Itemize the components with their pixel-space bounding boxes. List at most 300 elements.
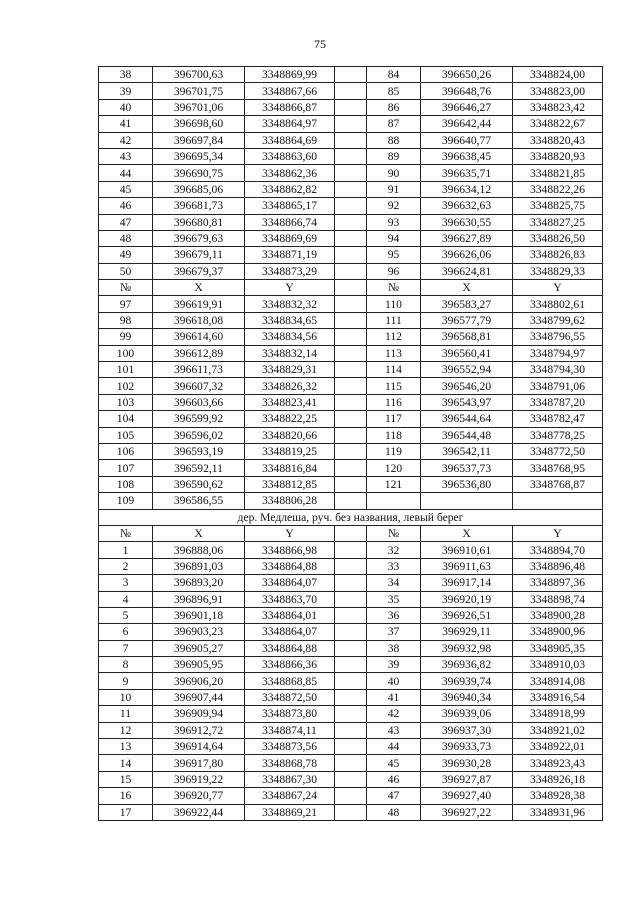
table-row (99, 165, 603, 181)
point-number-cell: 101 (99, 362, 153, 378)
table-row (99, 312, 603, 328)
point-number-cell: 92 (367, 198, 421, 214)
column-header: № (367, 525, 421, 541)
spacer-cell (335, 689, 367, 705)
table-row (99, 624, 603, 640)
point-number-cell: 110 (367, 296, 421, 312)
y-coordinate-cell: 3348787,20 (513, 394, 603, 410)
spacer-cell (335, 591, 367, 607)
table-row (99, 739, 603, 755)
column-header: Y (513, 280, 603, 296)
column-header: X (421, 525, 513, 541)
spacer-cell (335, 739, 367, 755)
spacer-cell (335, 624, 367, 640)
y-coordinate-cell: 3348826,32 (245, 378, 335, 394)
y-coordinate-cell: 3348863,60 (245, 148, 335, 164)
y-coordinate-cell: 3348826,83 (513, 247, 603, 263)
x-coordinate-cell: 396700,63 (153, 67, 245, 83)
x-coordinate-cell: 396920,19 (421, 591, 513, 607)
point-number-cell: 46 (367, 771, 421, 787)
y-coordinate-cell: 3348864,01 (245, 607, 335, 623)
y-coordinate-cell: 3348867,30 (245, 771, 335, 787)
y-coordinate-cell: 3348918,99 (513, 706, 603, 722)
y-coordinate-cell: 3348820,93 (513, 148, 603, 164)
point-number-cell: 91 (367, 181, 421, 197)
x-coordinate-cell: 396911,63 (421, 558, 513, 574)
table-row (99, 345, 603, 361)
spacer-cell (335, 198, 367, 214)
x-coordinate-cell: 396939,06 (421, 706, 513, 722)
point-number-cell: 2 (99, 558, 153, 574)
point-number-cell: 47 (99, 214, 153, 230)
y-coordinate-cell: 3348864,07 (245, 575, 335, 591)
y-coordinate-cell: 3348799,62 (513, 312, 603, 328)
x-coordinate-cell: 396927,40 (421, 788, 513, 804)
x-coordinate-cell: 396650,26 (421, 67, 513, 83)
point-number-cell: 36 (367, 607, 421, 623)
table-row (99, 755, 603, 771)
point-number-cell: 106 (99, 443, 153, 459)
y-coordinate-cell: 3348768,87 (513, 476, 603, 492)
x-coordinate-cell: 396619,91 (153, 296, 245, 312)
point-number-cell: 93 (367, 214, 421, 230)
x-coordinate-cell: 396599,92 (153, 411, 245, 427)
point-number-cell: 39 (99, 83, 153, 99)
x-coordinate-cell: 396640,77 (421, 132, 513, 148)
spacer-cell (335, 296, 367, 312)
y-coordinate-cell: 3348826,50 (513, 230, 603, 246)
y-coordinate-cell: 3348864,88 (245, 640, 335, 656)
y-coordinate-cell: 3348794,30 (513, 362, 603, 378)
point-number-cell: 10 (99, 689, 153, 705)
x-coordinate-cell: 396592,11 (153, 460, 245, 476)
table-row (99, 460, 603, 476)
y-coordinate-cell: 3348905,35 (513, 640, 603, 656)
y-coordinate-cell: 3348898,74 (513, 591, 603, 607)
y-coordinate-cell: 3348819,25 (245, 443, 335, 459)
point-number-cell: 7 (99, 640, 153, 656)
point-number-cell: 12 (99, 722, 153, 738)
y-coordinate-cell: 3348869,99 (245, 67, 335, 83)
point-number-cell: 42 (99, 132, 153, 148)
y-coordinate-cell: 3348823,42 (513, 99, 603, 115)
x-coordinate-cell: 396936,82 (421, 657, 513, 673)
x-coordinate-cell: 396583,27 (421, 296, 513, 312)
spacer-cell (335, 394, 367, 410)
x-coordinate-cell: 396927,87 (421, 771, 513, 787)
y-coordinate-cell: 3348910,03 (513, 657, 603, 673)
point-number-cell: 48 (367, 804, 421, 820)
point-number-cell: 114 (367, 362, 421, 378)
section-row (99, 509, 603, 525)
x-coordinate-cell: 396679,37 (153, 263, 245, 279)
y-coordinate-cell: 3348897,36 (513, 575, 603, 591)
x-coordinate-cell: 396939,74 (421, 673, 513, 689)
x-coordinate-cell: 396927,22 (421, 804, 513, 820)
point-number-cell: 44 (367, 739, 421, 755)
point-number-cell: 102 (99, 378, 153, 394)
x-coordinate-cell: 396920,77 (153, 788, 245, 804)
y-coordinate-cell: 3348862,82 (245, 181, 335, 197)
spacer-cell (335, 280, 367, 296)
y-coordinate-cell: 3348823,00 (513, 83, 603, 99)
y-coordinate-cell: 3348873,56 (245, 739, 335, 755)
point-number-cell: 87 (367, 116, 421, 132)
coordinates-table-body (99, 67, 603, 821)
point-number-cell: 32 (367, 542, 421, 558)
x-coordinate-cell: 396646,27 (421, 99, 513, 115)
spacer-cell (335, 558, 367, 574)
y-coordinate-cell: 3348923,43 (513, 755, 603, 771)
point-number-cell: 120 (367, 460, 421, 476)
table-row (99, 427, 603, 443)
point-number-cell: 33 (367, 558, 421, 574)
x-coordinate-cell: 396906,20 (153, 673, 245, 689)
point-number-cell: 107 (99, 460, 153, 476)
y-coordinate-cell: 3348829,31 (245, 362, 335, 378)
spacer-cell (335, 312, 367, 328)
column-header: X (153, 525, 245, 541)
y-coordinate-cell: 3348822,26 (513, 181, 603, 197)
header-row (99, 280, 603, 296)
spacer-cell (335, 706, 367, 722)
spacer-cell (335, 673, 367, 689)
section-title: дер. Медлеша, руч. без названия, левый берег (99, 509, 603, 525)
y-coordinate-cell: 3348768,95 (513, 460, 603, 476)
point-number-cell: 39 (367, 657, 421, 673)
x-coordinate-cell: 396603,66 (153, 394, 245, 410)
y-coordinate-cell: 3348822,25 (245, 411, 335, 427)
point-number-cell: 95 (367, 247, 421, 263)
x-coordinate-cell: 396618,08 (153, 312, 245, 328)
x-coordinate-cell: 396690,75 (153, 165, 245, 181)
y-coordinate-cell: 3348868,78 (245, 755, 335, 771)
y-coordinate-cell: 3348867,24 (245, 788, 335, 804)
point-number-cell: 38 (367, 640, 421, 656)
x-coordinate-cell: 396536,80 (421, 476, 513, 492)
spacer-cell (335, 804, 367, 820)
x-coordinate-cell: 396627,89 (421, 230, 513, 246)
x-coordinate-cell: 396607,32 (153, 378, 245, 394)
y-coordinate-cell: 3348864,69 (245, 132, 335, 148)
x-coordinate-cell: 396910,61 (421, 542, 513, 558)
spacer-cell (335, 247, 367, 263)
spacer-cell (335, 345, 367, 361)
page-number: 75 (314, 37, 326, 51)
point-number-cell: 45 (367, 755, 421, 771)
y-coordinate-cell: 3348914,08 (513, 673, 603, 689)
x-coordinate-cell: 396624,81 (421, 263, 513, 279)
y-coordinate-cell: 3348874,11 (245, 722, 335, 738)
point-number-cell: 86 (367, 99, 421, 115)
y-coordinate-cell: 3348791,06 (513, 378, 603, 394)
x-coordinate-cell: 396893,20 (153, 575, 245, 591)
x-coordinate-cell: 396919,22 (153, 771, 245, 787)
x-coordinate-cell: 396909,94 (153, 706, 245, 722)
table-row (99, 804, 603, 820)
point-number-cell: 116 (367, 394, 421, 410)
table-row (99, 575, 603, 591)
table-row (99, 722, 603, 738)
y-coordinate-cell: 3348834,65 (245, 312, 335, 328)
y-coordinate-cell: 3348872,50 (245, 689, 335, 705)
column-header: Y (245, 280, 335, 296)
spacer-cell (335, 67, 367, 83)
column-header: № (99, 280, 153, 296)
table-row (99, 214, 603, 230)
y-coordinate-cell: 3348922,01 (513, 739, 603, 755)
x-coordinate-cell: 396544,64 (421, 411, 513, 427)
x-coordinate-cell: 396593,19 (153, 443, 245, 459)
y-coordinate-cell: 3348816,84 (245, 460, 335, 476)
point-number-cell: 109 (99, 493, 153, 509)
column-header: Y (245, 525, 335, 541)
x-coordinate-cell: 396614,60 (153, 329, 245, 345)
x-coordinate-cell: 396546,20 (421, 378, 513, 394)
spacer-cell (335, 263, 367, 279)
header-row (99, 525, 603, 541)
y-coordinate-cell: 3348864,07 (245, 624, 335, 640)
spacer-cell (335, 411, 367, 427)
column-header: X (153, 280, 245, 296)
x-coordinate-cell: 396695,34 (153, 148, 245, 164)
point-number-cell: 14 (99, 755, 153, 771)
point-number-cell: 11 (99, 706, 153, 722)
point-number-cell (367, 493, 421, 509)
point-number-cell: 44 (99, 165, 153, 181)
x-coordinate-cell: 396912,72 (153, 722, 245, 738)
table-row (99, 788, 603, 804)
y-coordinate-cell: 3348796,55 (513, 329, 603, 345)
point-number-cell: 47 (367, 788, 421, 804)
table-row (99, 394, 603, 410)
spacer-cell (335, 525, 367, 541)
point-number-cell: 8 (99, 657, 153, 673)
x-coordinate-cell: 396888,06 (153, 542, 245, 558)
point-number-cell: 118 (367, 427, 421, 443)
table-row (99, 657, 603, 673)
x-coordinate-cell: 396537,73 (421, 460, 513, 476)
point-number-cell: 48 (99, 230, 153, 246)
x-coordinate-cell: 396630,55 (421, 214, 513, 230)
column-header: Y (513, 525, 603, 541)
y-coordinate-cell: 3348865,17 (245, 198, 335, 214)
point-number-cell: 6 (99, 624, 153, 640)
x-coordinate-cell: 396679,11 (153, 247, 245, 263)
column-header: № (367, 280, 421, 296)
spacer-cell (335, 329, 367, 345)
point-number-cell: 16 (99, 788, 153, 804)
y-coordinate-cell: 3348822,67 (513, 116, 603, 132)
table-row (99, 99, 603, 115)
column-header: X (421, 280, 513, 296)
point-number-cell: 40 (367, 673, 421, 689)
spacer-cell (335, 214, 367, 230)
spacer-cell (335, 116, 367, 132)
table-row (99, 329, 603, 345)
point-number-cell: 96 (367, 263, 421, 279)
table-row (99, 132, 603, 148)
x-coordinate-cell: 396552,94 (421, 362, 513, 378)
table-row (99, 67, 603, 83)
y-coordinate-cell: 3348871,19 (245, 247, 335, 263)
x-coordinate-cell: 396929,11 (421, 624, 513, 640)
x-coordinate-cell: 396681,73 (153, 198, 245, 214)
y-coordinate-cell: 3348894,70 (513, 542, 603, 558)
y-coordinate-cell (513, 493, 603, 509)
point-number-cell: 40 (99, 99, 153, 115)
table-row (99, 558, 603, 574)
x-coordinate-cell: 396930,28 (421, 755, 513, 771)
table-row (99, 493, 603, 509)
y-coordinate-cell: 3348873,80 (245, 706, 335, 722)
table-row (99, 542, 603, 558)
table-row (99, 181, 603, 197)
y-coordinate-cell: 3348864,88 (245, 558, 335, 574)
y-coordinate-cell: 3348900,96 (513, 624, 603, 640)
point-number-cell: 85 (367, 83, 421, 99)
table-row (99, 198, 603, 214)
y-coordinate-cell: 3348863,70 (245, 591, 335, 607)
table-row (99, 148, 603, 164)
table-row (99, 476, 603, 492)
x-coordinate-cell: 396907,44 (153, 689, 245, 705)
table-row (99, 378, 603, 394)
table-row (99, 771, 603, 787)
y-coordinate-cell: 3348834,56 (245, 329, 335, 345)
x-coordinate-cell: 396905,27 (153, 640, 245, 656)
point-number-cell: 103 (99, 394, 153, 410)
y-coordinate-cell: 3348868,85 (245, 673, 335, 689)
x-coordinate-cell: 396933,73 (421, 739, 513, 755)
x-coordinate-cell: 396680,81 (153, 214, 245, 230)
point-number-cell: 42 (367, 706, 421, 722)
y-coordinate-cell: 3348794,97 (513, 345, 603, 361)
point-number-cell: 3 (99, 575, 153, 591)
x-coordinate-cell: 396891,03 (153, 558, 245, 574)
point-number-cell: 17 (99, 804, 153, 820)
y-coordinate-cell: 3348782,47 (513, 411, 603, 427)
y-coordinate-cell: 3348832,32 (245, 296, 335, 312)
y-coordinate-cell: 3348832,14 (245, 345, 335, 361)
y-coordinate-cell: 3348820,43 (513, 132, 603, 148)
y-coordinate-cell: 3348873,29 (245, 263, 335, 279)
spacer-cell (335, 476, 367, 492)
y-coordinate-cell: 3348900,28 (513, 607, 603, 623)
spacer-cell (335, 460, 367, 476)
x-coordinate-cell: 396914,64 (153, 739, 245, 755)
table-row (99, 443, 603, 459)
point-number-cell: 1 (99, 542, 153, 558)
table-row (99, 411, 603, 427)
x-coordinate-cell: 396937,30 (421, 722, 513, 738)
point-number-cell: 99 (99, 329, 153, 345)
spacer-cell (335, 771, 367, 787)
spacer-cell (335, 607, 367, 623)
point-number-cell: 41 (367, 689, 421, 705)
x-coordinate-cell: 396568,81 (421, 329, 513, 345)
x-coordinate-cell: 396560,41 (421, 345, 513, 361)
point-number-cell: 34 (367, 575, 421, 591)
point-number-cell: 46 (99, 198, 153, 214)
y-coordinate-cell: 3348864,97 (245, 116, 335, 132)
x-coordinate-cell: 396638,45 (421, 148, 513, 164)
x-coordinate-cell: 396701,06 (153, 99, 245, 115)
point-number-cell: 15 (99, 771, 153, 787)
point-number-cell: 4 (99, 591, 153, 607)
x-coordinate-cell: 396632,63 (421, 198, 513, 214)
x-coordinate-cell: 396590,62 (153, 476, 245, 492)
spacer-cell (335, 132, 367, 148)
spacer-cell (335, 443, 367, 459)
y-coordinate-cell: 3348869,69 (245, 230, 335, 246)
point-number-cell: 98 (99, 312, 153, 328)
table-row (99, 706, 603, 722)
x-coordinate-cell: 396698,60 (153, 116, 245, 132)
x-coordinate-cell: 396634,12 (421, 181, 513, 197)
point-number-cell: 9 (99, 673, 153, 689)
y-coordinate-cell: 3348827,25 (513, 214, 603, 230)
y-coordinate-cell: 3348931,96 (513, 804, 603, 820)
spacer-cell (335, 755, 367, 771)
y-coordinate-cell: 3348866,87 (245, 99, 335, 115)
point-number-cell: 88 (367, 132, 421, 148)
point-number-cell: 108 (99, 476, 153, 492)
y-coordinate-cell: 3348829,33 (513, 263, 603, 279)
x-coordinate-cell: 396596,02 (153, 427, 245, 443)
point-number-cell: 84 (367, 67, 421, 83)
table-row (99, 607, 603, 623)
table-row (99, 673, 603, 689)
y-coordinate-cell: 3348866,98 (245, 542, 335, 558)
point-number-cell: 35 (367, 591, 421, 607)
spacer-cell (335, 230, 367, 246)
y-coordinate-cell: 3348812,85 (245, 476, 335, 492)
x-coordinate-cell: 396903,23 (153, 624, 245, 640)
point-number-cell: 13 (99, 739, 153, 755)
y-coordinate-cell: 3348867,66 (245, 83, 335, 99)
point-number-cell: 37 (367, 624, 421, 640)
point-number-cell: 115 (367, 378, 421, 394)
x-coordinate-cell: 396577,79 (421, 312, 513, 328)
y-coordinate-cell: 3348823,41 (245, 394, 335, 410)
x-coordinate-cell: 396922,44 (153, 804, 245, 820)
spacer-cell (335, 722, 367, 738)
y-coordinate-cell: 3348778,25 (513, 427, 603, 443)
y-coordinate-cell: 3348824,00 (513, 67, 603, 83)
x-coordinate-cell: 396901,18 (153, 607, 245, 623)
point-number-cell: 100 (99, 345, 153, 361)
table-row (99, 640, 603, 656)
spacer-cell (335, 362, 367, 378)
spacer-cell (335, 657, 367, 673)
y-coordinate-cell: 3348869,21 (245, 804, 335, 820)
coordinates-table (98, 66, 603, 821)
x-coordinate-cell: 396612,89 (153, 345, 245, 361)
spacer-cell (335, 83, 367, 99)
column-header: № (99, 525, 153, 541)
table-row (99, 83, 603, 99)
point-number-cell: 112 (367, 329, 421, 345)
point-number-cell: 50 (99, 263, 153, 279)
table-row (99, 591, 603, 607)
y-coordinate-cell: 3348896,48 (513, 558, 603, 574)
point-number-cell: 41 (99, 116, 153, 132)
y-coordinate-cell: 3348821,85 (513, 165, 603, 181)
x-coordinate-cell: 396917,80 (153, 755, 245, 771)
x-coordinate-cell: 396685,06 (153, 181, 245, 197)
x-coordinate-cell: 396543,97 (421, 394, 513, 410)
